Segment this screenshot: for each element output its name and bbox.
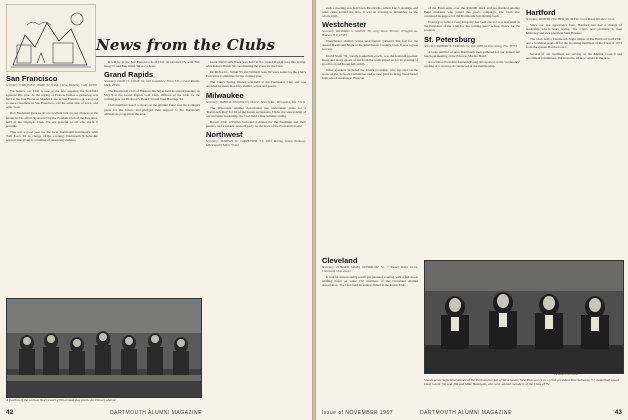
paragraph: The Club held a Dartmouth Night dinner at the Hartford Golf Club, and a freshman send-off for the incoming members of the Class of 1971 from the greater Hartford area. (526, 37, 622, 50)
column-cleveland (322, 254, 418, 404)
title-rule (96, 56, 304, 57)
paragraph: such a meeting was held from Monticello. Albert Lee, Coleridge, and other cities around the area. It was an evening to remember for the whole Club. (322, 6, 418, 19)
masthead-illustration (6, 4, 96, 72)
paragraph: Westchester alumni, wives and friends gathered this fall for the annual Dartmouth Night at the Westchester Country Club. It was a great success. (322, 39, 418, 52)
paragraph: David Stern '59, varsity basketball coach, was the featured speaker. Dave and many guests of his from the team joined us for an evening of good food and Green fellowship. (322, 53, 418, 66)
club-heading: Cleveland (322, 256, 358, 265)
secretary-line: Secretary, RICHARD S. WALSH '58, Gray Rock Terrace, Irvington-on-Hudson, N.Y. 10533 (322, 29, 418, 38)
paragraph: It was an unseasonably warm yet pleasant evening with a full moon smiling down on some 150 members of the Cleveland Alumni Association. The Club held its annual dinner at the Union Club. (322, 275, 418, 288)
paragraph: This was a good year for the local Dartmouth community, with Tom Loeb '61 in charge of the evening. Dartmouth Scholarship support was given to a number of deserving students. (6, 129, 98, 143)
column-westchester (322, 6, 418, 250)
left-page (0, 0, 313, 420)
club-heading: Milwaukee (206, 90, 244, 100)
secretary-line: Secretary, DAVID S. COOK '61, 940 Grandview Drive S.E., Grand Rapids, Mich. 49506 (104, 79, 200, 88)
page-number: 43 (614, 409, 622, 416)
column-milwaukee-northwest (206, 60, 306, 410)
club-heading: Westchester (322, 20, 367, 30)
paragraph: A large number of area Dartmouth men gathered for our annual fall luncheon meeting at the Princess Martha Hotel. (424, 49, 520, 58)
footer-magazine: DARTMOUTH ALUMNI MAGAZINE (110, 410, 202, 416)
page-number: 42 (6, 409, 14, 416)
secretary-line: Secretary, ROBERT W. STRONG '52, Box 1008, St. Petersburg, Fla. 33731 (424, 43, 517, 48)
photo-credit: Cleveland Plain Dealer (554, 373, 579, 376)
photo-caption: A fraction of the work at Ned Grant's ('30) annual stag picnic for Denver alumni. (6, 398, 117, 402)
paragraph: Would you believe Greg Kingsley has been elected to a new term as the President of the Club for the coming year? A fine choice for the position. (424, 20, 520, 33)
club-heading: St. Petersburg (424, 34, 476, 44)
paragraph: Since our last appearance here, Hartford has had a change of leadership which bears noting. The Club's new president is Tom Mahoney and vice president Sam Hawkes. (526, 23, 622, 36)
secretary-line: Secretary, CARLTON E. WARD '52, 6 Vale Circle, Berkeley, Calif. 94708 (6, 83, 97, 87)
footer-issue: Issue of NOVEMBER 1967 (322, 410, 394, 416)
right-page (316, 0, 628, 420)
club-heading: San Francisco (6, 74, 58, 83)
secretary-line: Secretary, ROBERT FISCHER '48, 39 Elm Grove Road, Windsor, Conn. (526, 17, 616, 21)
club-heading: Hartford (526, 8, 556, 17)
column-st-petersburg (424, 6, 520, 250)
photo-caption: Shown at the September dinner of the Dartmouth Club of Westchester, New York, are (l. to r.) club president Tom Schwartz '57, basketball coach Dave Gavitt '59, and Tim and Mike Hannigan, who were alumni-members of the Class of '71. (424, 378, 620, 387)
section-title: News from the Clubs (96, 36, 276, 54)
paragraph: Great Dartmouth Week was held in the Grand Rapids area this spring, with Robert Marsh '56 coordinating the event for the Club. (206, 60, 306, 69)
photo-westchester-dinner (424, 260, 624, 374)
paragraph: Club members heard a report on the Alumni Fund and the College's plans for the future, and pledged their support to the Dartmouth admissions program in the area. (104, 103, 200, 116)
footer-magazine: DARTMOUTH ALUMNI MAGAZINE (420, 410, 512, 416)
paragraph: Association President Kenneth Young '40 reported on the 'conference' reading of a recent poll conducted of the membership. (424, 59, 520, 68)
paragraph: Several of our members are serving on the Alumni Council and enrollment committees. We welcome all newcomers to the area. (526, 51, 622, 60)
paragraph: Other speakers included the Club's president, who reported on the work of the Schools Committee and a new plan to bring Westchester high school students to Hanover. (322, 67, 418, 81)
secretary-line: Secretary, NORMAN K. CARPENTER '53, 4904 Rolling Green Parkway, Minneapolis, Minn. 55424 (206, 139, 306, 148)
paragraph: We believe our Club is one of the few assisting the backfield squeeze this year. At the urging of Francis Welles a gathering was held at the Iron Horse on Maiden Lane in San Francisco. It was good to see a classmate in San Francisco, call the other side of town, and write back. (6, 89, 98, 110)
paragraph: It will be at the San Francisco Golf Club on October 15, with Bob King '57 and Ben Webb '60 as co-hosts. (104, 60, 200, 69)
paragraph: of the Fund went over the $50,000 mark and we thanked Alumni Fund chairmen who joined this year's campaign. The Club also continued its support of the Dartmouth Scholarship fund. (424, 6, 520, 19)
secretary-line: Secretary, JAMES R. NELSON '55, 2641 E. Beverly Rd., Milwaukee, Wis. 53211 (206, 99, 306, 104)
paragraph: The Wisconsin Alumni Association has undertaken plans for a 'Dartmouth Day' for all of the Green enthusiasts. Under the stewardship of our energetic leadership, the Club held a fine summer outing. (206, 105, 306, 118)
paragraph: Dr. Richard C. Wilde '55 and William Gale '60 were named to the Club's Executive Committee for the coming year. (206, 70, 306, 79)
paragraph: Recent Club activities included a dinner for the freshmen and their parents, and a student send-off party on the lawn of the President's home. (206, 119, 306, 128)
column-grand-rapids (104, 60, 200, 294)
photo-denver-picnic (6, 298, 202, 398)
column-san-francisco (6, 72, 98, 294)
paragraph: Bob Blackman gave us all an excellent talk on our chances at the Green and its effort. Sponsored by the Football Club of the Bay Area, held at the Olympic Club. We are grateful to all who made it possible. (6, 111, 98, 128)
paragraph: The Dartmouth Club of Western Michigan held its annual meeting on May 9 at the Grand Rapids Golf Club. Officers of the Club for the coming year are Richard E. Heald '54 and Tom Hastings '61. (104, 89, 200, 102)
club-heading: Grand Rapids (104, 70, 154, 80)
column-hartford (526, 6, 622, 256)
paragraph: The Club's Spring Dinner was held at the Peninsular Club and was attended by more than fifty alumni, wives and guests. (206, 80, 306, 89)
secretary-line: Secretary, EDWARD JAMES OKERBLOM '52, 7 Shaker Ridge Drive, Cleveland, Ohio 44122 (322, 265, 418, 273)
club-heading: Northwest (206, 130, 243, 140)
